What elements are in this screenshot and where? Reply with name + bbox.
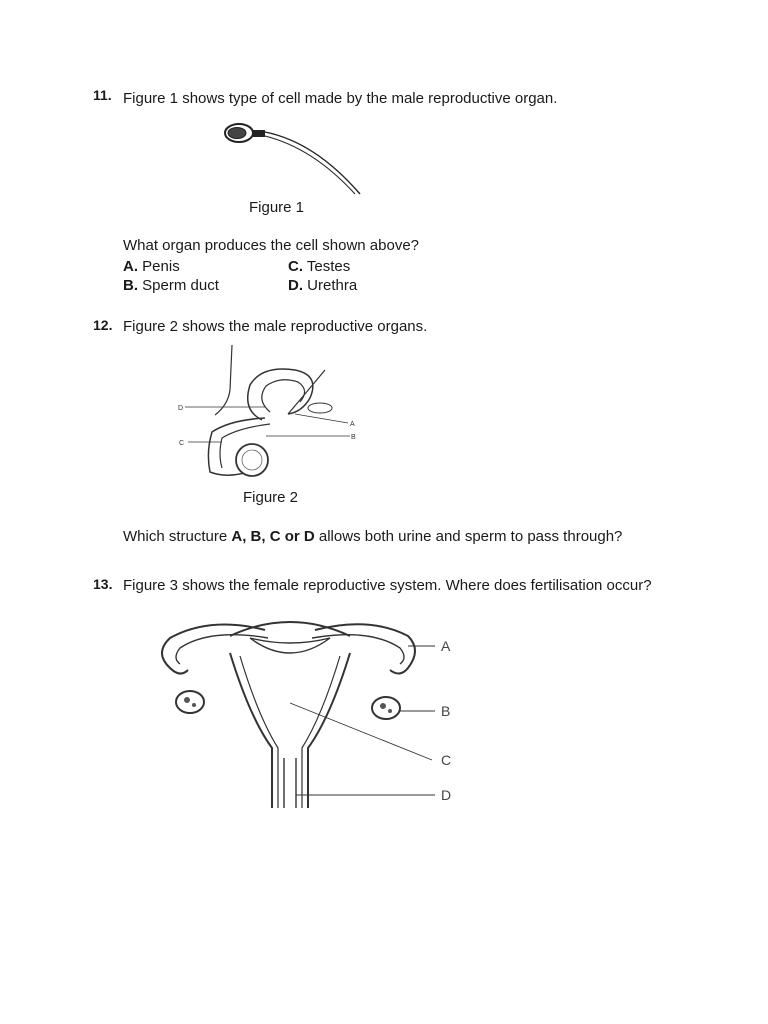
label-b: B [441, 703, 451, 719]
label-d: D [441, 787, 452, 803]
label-d: D [178, 405, 184, 412]
oviduct-left [162, 625, 265, 674]
q12-question: Which structure A, B, C or D allows both urine and sperm to pass through? [123, 528, 623, 545]
figure-1-caption: Figure 1 [249, 199, 305, 216]
q13-number: 13. [93, 576, 113, 592]
body-outline [215, 345, 232, 415]
figure-2-male-reproductive-organs [170, 340, 370, 490]
label-b: B [351, 434, 356, 441]
ovary-left [176, 691, 204, 713]
label-c: C [179, 440, 185, 447]
testis [236, 444, 268, 476]
q11-option-b: B. Sperm duct [123, 277, 219, 294]
sperm-nucleus [228, 128, 246, 139]
label-a: A [350, 421, 355, 428]
vagina [284, 758, 296, 808]
q11-option-c: C. Testes [288, 258, 351, 275]
uterus-wall-left [230, 653, 272, 808]
q11-option-a: A. Penis [123, 258, 180, 275]
label-line-a [295, 414, 348, 423]
q11-text: Figure 1 shows type of cell made by the male reproductive organ. [123, 90, 558, 107]
q13-text: Figure 3 shows the female reproductive system. Where does fertilisation occur? [123, 577, 652, 594]
q11-option-d: D. Urethra [288, 277, 358, 294]
figure-2-caption: Figure 2 [243, 489, 299, 506]
ovary-right [372, 697, 400, 719]
q12-number: 12. [93, 317, 113, 333]
gland [308, 403, 332, 413]
sperm-midpiece [253, 130, 265, 137]
figure-3-female-reproductive-system [150, 608, 470, 813]
q11-question: What organ produces the cell shown above? [123, 237, 420, 254]
uterus-wall-right [308, 653, 350, 808]
label-a: A [441, 638, 451, 654]
q11-number: 11. [93, 87, 112, 103]
figure-1-sperm-cell [215, 118, 375, 200]
label-c: C [441, 752, 452, 768]
uterus-top [230, 622, 350, 636]
q12-text: Figure 2 shows the male reproductive organs. [123, 318, 428, 335]
sperm-duct-loop [248, 369, 313, 420]
